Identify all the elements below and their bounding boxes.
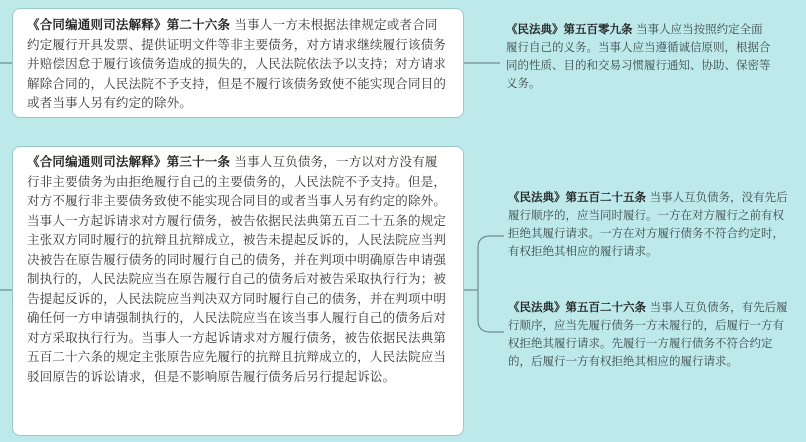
civil-code-526-text: 当事人互负债务，有先后履行顺序，应当先履行债务一方未履行的，后履行一方有权拒绝其履行请求。先履行一方履行债务不符合约定的，后履行一方有权拒绝其相应的履行请求。 [508,300,788,368]
article-26-box [12,8,464,118]
civil-code-525-title: 《民法典》第五百二十五条 [508,190,646,204]
civil-code-509-note [506,20,774,92]
civil-code-525-text: 当事人互负债务，没有先后履行顺序的，应当同时履行。一方在对方履行之前有权拒绝其履行请求。一方在对方履行债务不符合约定时，有权拒绝其相应的履行请求。 [508,190,788,258]
article-26-text: 当事人一方未根据法律规定或者合同约定履行开具发票、提供证明文件等非主要债务，对方请求继续履行该债务并赔偿因怠于履行该债务造成的损失的，人民法院依法予以支持；对方请求解除合同的，人民法院不予支持，但是不履行该债务致使不能实现合同目的或者当事人另有约定的除外。 [27,17,447,110]
article-31-text: 当事人互负债务，一方以对方没有履行非主要债务为由拒绝履行自己的主要债务的，人民法院不予支持。但是，对方不履行非主要债务致使不能实现合同目的或者当事人另有约定的除外。当事人一方起诉请求对方履行债务，被告依据民法典第五百二十五条的规定主张双方同时履行的抗辩且抗辩成立，被告未提起反诉的，人民法院应当判决被告在原告履行债务的同时履行自己的债务，并在判项中明确原告申请强制执行的，人民法院应当在原告履行自己的债务后对被告采取执行行为；被告提起反诉的，人民法院应当判决双方同时履行自己的债务，并在判项中明确任何一方申请强制执行的，人民法院应当在该当事人履行自己的债务后对对方采取执行行为。当事人一方起诉请求对方履行债务，被告依据民法典第五百二十六条的规定主张原告应先履行的抗辩且抗辩成立的，人民法院应当驳回原告的诉讼请求，但是不影响原告履行债务后另行提起诉讼。 [27,154,447,384]
civil-code-525-note [508,188,794,260]
civil-code-509-title: 《民法典》第五百零九条 [506,22,633,36]
civil-code-509-text: 当事人应当按照约定全面履行自己的义务。当事人应当遵循诚信原则，根据合同的性质、目的和交易习惯履行通知、协助、保密等义务。 [506,22,771,90]
civil-code-526-title: 《民法典》第五百二十六条 [508,300,646,314]
article-31-title: 《合同编通则司法解释》第三十一条 [27,154,231,169]
article-26-title: 《合同编通则司法解释》第二十六条 [27,17,231,32]
article-31-box [12,146,464,436]
civil-code-526-note [508,298,794,370]
